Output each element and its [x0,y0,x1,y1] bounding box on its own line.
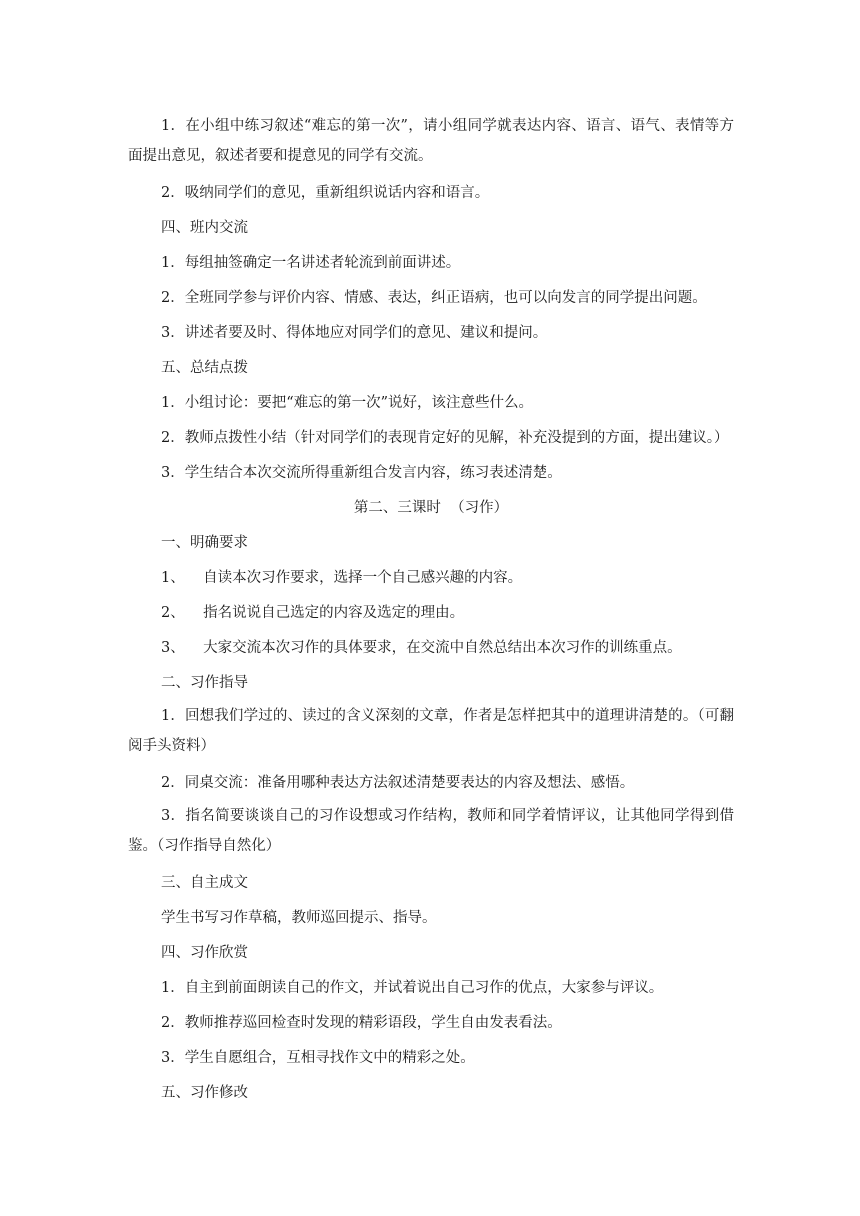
paragraph: 三、自主成文 [161,875,248,891]
paragraph: 3．指名简要谈谈自己的习作设想或习作结构，教师和同学着情评议，让其他同学得到借鉴。（习作指导自然化） [128,808,734,854]
paragraph: 3．讲述者要及时、得体地应对同学们的意见、建议和提问。 [161,325,548,341]
paragraph: 2、 指名说说自己选定的内容及选定的理由。 [161,605,465,621]
paragraph: 3．学生自愿组合，互相寻找作文中的精彩之处。 [161,1050,475,1066]
paragraph: 五、习作修改 [161,1085,248,1101]
paragraph: 四、习作欣赏 [161,945,248,961]
paragraph: 3．学生结合本次交流所得重新组合发言内容，练习表述清楚。 [161,465,562,481]
paragraph: 五、总结点拨 [161,360,248,376]
paragraph: 二、习作指导 [161,675,248,691]
paragraph: 3、 大家交流本次习作的具体要求，在交流中自然总结出本次习作的训练重点。 [161,640,682,656]
paragraph: 四、班内交流 [161,220,248,236]
paragraph: 1、 自读本次习作要求，选择一个自己感兴趣的内容。 [161,570,523,586]
paragraph: 2．同桌交流：准备用哪种表达方法叙述清楚要表达的内容及想法、感悟。 [161,775,635,791]
paragraph: 2．吸纳同学们的意见，重新组织说话内容和语言。 [161,185,490,201]
paragraph: 1．在小组中练习叙述“难忘的第一次”，请小组同学就表达内容、语言、语气、表情等方面提出意见，叙述者要和提意见的同学有交流。 [128,118,734,164]
paragraph: 学生书写习作草稿，教师巡回提示、指导。 [161,910,437,926]
paragraph: 1．回想我们学过的、读过的含义深刻的文章，作者是怎样把其中的道理讲清楚的。（可翻阅手头资料） [128,708,734,754]
document-body [128,111,734,1111]
paragraph: 2．教师推荐巡回检查时发现的精彩语段，学生自由发表看法。 [161,1015,562,1031]
paragraph: 一、明确要求 [161,535,248,551]
paragraph: 2．全班同学参与评价内容、情感、表达，纠正语病，也可以向发言的同学提出问题。 [161,290,707,306]
paragraph: 1．每组抽签确定一名讲述者轮流到前面讲述。 [161,255,461,271]
paragraph: 2．教师点拨性小结（针对同学们的表现肯定好的见解，补充没提到的方面，提出建议。） [161,430,729,446]
section-heading: 第二、三课时 （习作） [353,500,509,516]
paragraph: 1．自主到前面朗读自己的作文，并试着说出自己习作的优点，大家参与评议。 [161,980,664,996]
paragraph: 1．小组讨论：要把“难忘的第一次”说好，该注意些什么。 [161,395,534,411]
